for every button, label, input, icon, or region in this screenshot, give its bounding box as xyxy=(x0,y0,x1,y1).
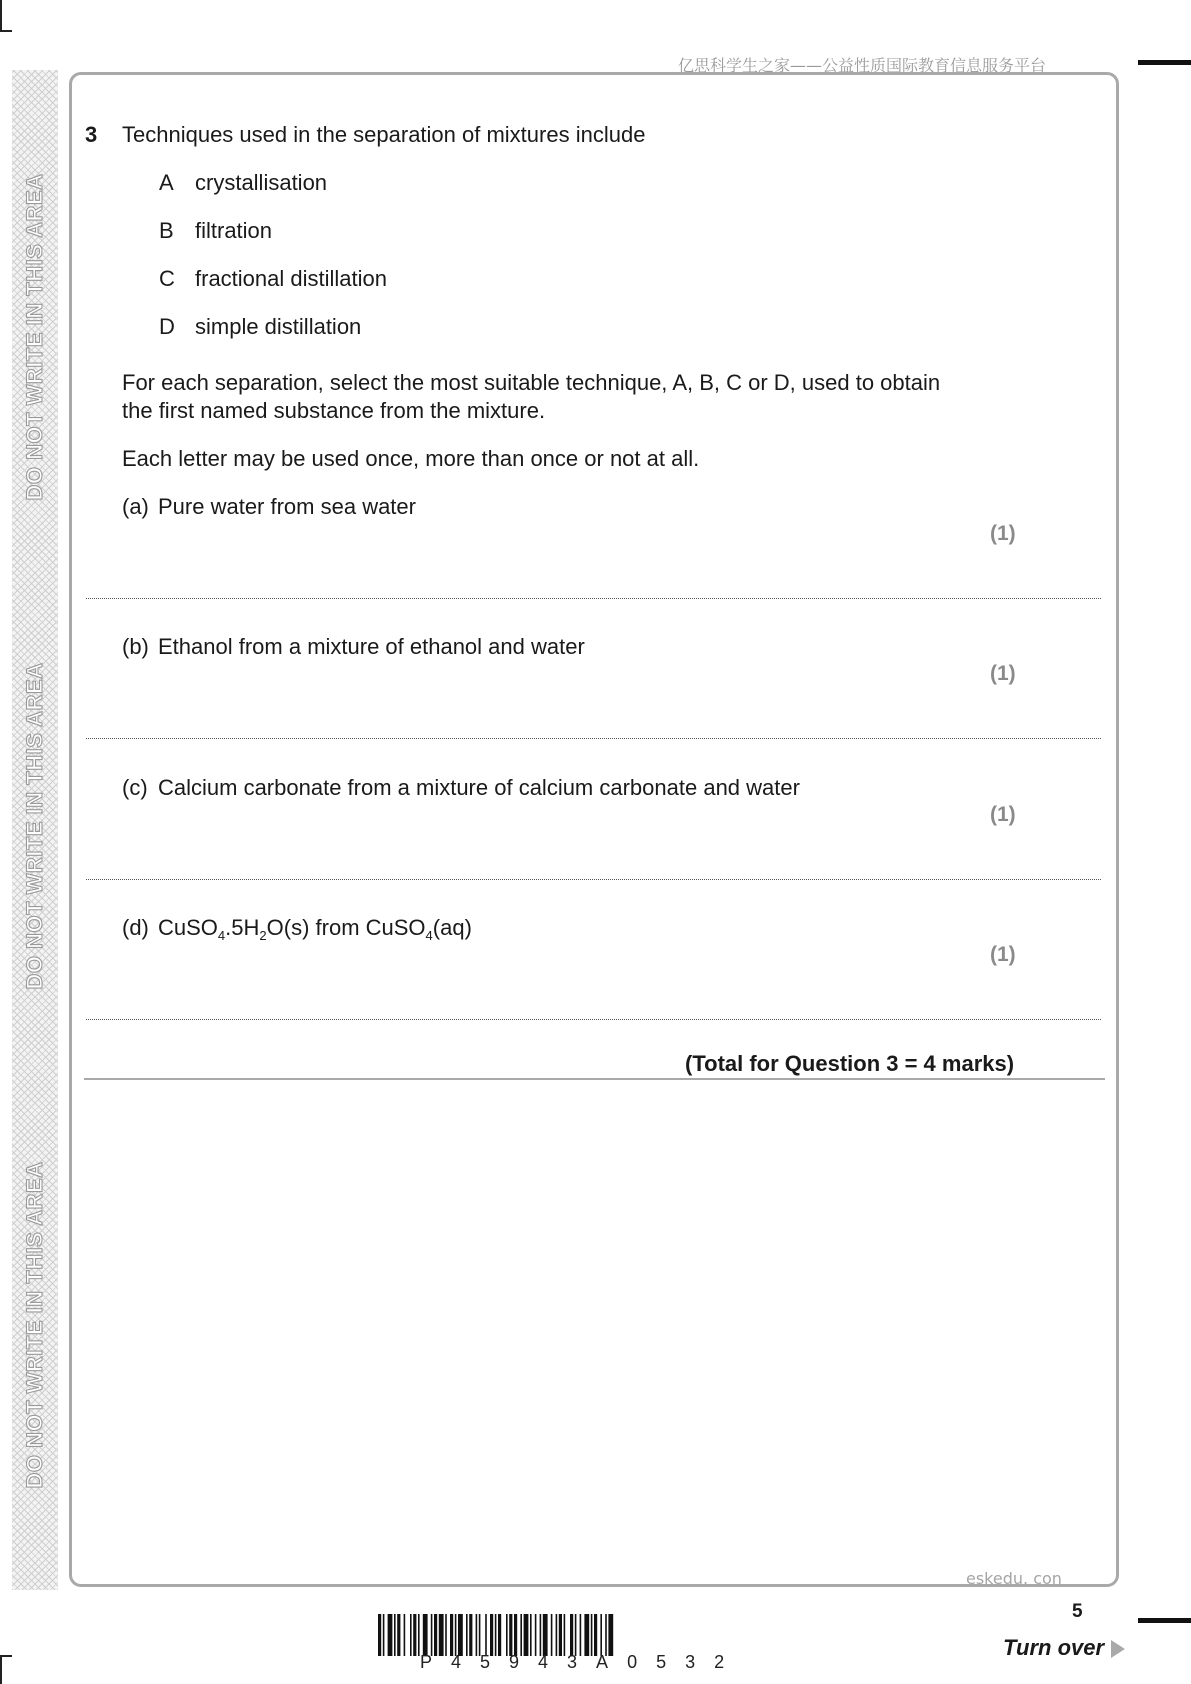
formula-part: CuSO xyxy=(158,915,218,940)
formula-subscript: 4 xyxy=(425,928,433,943)
instruction-line-2: the first named substance from the mixture. xyxy=(122,398,546,423)
part-d-label: (d) xyxy=(122,915,149,940)
option-letter-d: D xyxy=(159,314,175,339)
barcode-bar xyxy=(559,1614,562,1656)
barcode-bar xyxy=(584,1614,589,1656)
barcode-bar xyxy=(570,1614,573,1656)
register-bar xyxy=(1138,1618,1191,1623)
answer-line-c[interactable] xyxy=(86,879,1101,880)
instruction-usage: Each letter may be used once, more than once or not at all. xyxy=(122,446,700,471)
barcode-bar xyxy=(394,1614,396,1656)
barcode-bar xyxy=(418,1614,420,1656)
crop-mark xyxy=(0,30,12,32)
part-d-formula xyxy=(158,915,472,941)
barcode-bar xyxy=(551,1614,553,1656)
turn-over-label: Turn over xyxy=(1003,1635,1105,1660)
barcode-bar xyxy=(605,1614,607,1656)
margin-warning-bottom: DO NOT WRITE IN THIS AREA xyxy=(22,1161,47,1489)
answer-line-b[interactable] xyxy=(86,738,1101,739)
formula-part: .5H xyxy=(225,915,260,940)
part-c-label: (c) xyxy=(122,775,148,800)
answer-line-a[interactable] xyxy=(86,598,1101,599)
barcode-bar xyxy=(431,1614,433,1656)
barcode-bar xyxy=(466,1614,468,1656)
barcode-bar xyxy=(520,1614,522,1656)
crop-mark xyxy=(0,1655,2,1684)
barcode-bar xyxy=(458,1614,463,1656)
barcode xyxy=(378,1614,810,1656)
barcode-bar xyxy=(594,1614,597,1656)
option-letter-a: A xyxy=(159,170,174,195)
barcode-bar xyxy=(575,1614,577,1656)
barcode-bar xyxy=(485,1614,487,1656)
page-number: 5 xyxy=(1072,1601,1083,1622)
margin-warning-middle: DO NOT WRITE IN THIS AREA xyxy=(22,662,47,990)
barcode-bar xyxy=(530,1614,532,1656)
barcode-bar xyxy=(479,1614,481,1656)
part-a-marks: (1) xyxy=(990,522,1016,545)
barcode-bar xyxy=(383,1614,385,1656)
barcode-bar xyxy=(506,1614,508,1656)
formula-subscript: 2 xyxy=(259,928,267,943)
barcode-bar xyxy=(591,1614,593,1656)
barcode-bar xyxy=(445,1614,447,1656)
barcode-bar xyxy=(476,1614,478,1656)
part-b-text: Ethanol from a mixture of ethanol and water xyxy=(158,634,585,659)
barcode-bar xyxy=(413,1614,416,1656)
barcode-bar xyxy=(514,1614,517,1656)
barcode-bar xyxy=(378,1614,381,1656)
header-watermark: 亿思科学生之家——公益性质国际教育信息服务平台 xyxy=(678,56,1047,75)
option-text-a: crystallisation xyxy=(195,170,328,195)
option-text-d: simple distillation xyxy=(195,314,362,339)
barcode-bar xyxy=(509,1614,512,1656)
part-a-label: (a) xyxy=(122,494,149,519)
instruction-line-1: For each separation, select the most suitable technique, A, B, C or D, used to obtain xyxy=(122,370,941,395)
barcode-bar xyxy=(423,1614,428,1656)
barcode-bar xyxy=(455,1614,457,1656)
footer-watermark: eskedu. con xyxy=(966,1569,1062,1588)
barcode-bar xyxy=(540,1614,542,1656)
question-stem: Techniques used in the separation of mixtures include xyxy=(122,122,646,147)
margin-warning-top: DO NOT WRITE IN THIS AREA xyxy=(22,173,47,501)
crop-mark xyxy=(0,0,2,30)
formula-part: O(s) from CuSO xyxy=(266,915,426,940)
question-number: 3 xyxy=(85,122,98,147)
answer-line-d[interactable] xyxy=(86,1019,1101,1020)
barcode-bar xyxy=(495,1614,497,1656)
option-text-c: fractional distillation xyxy=(195,266,387,291)
barcode-bar xyxy=(600,1614,602,1656)
barcode-bar xyxy=(404,1614,406,1656)
barcode-bar xyxy=(543,1614,548,1656)
barcode-bar xyxy=(450,1614,453,1656)
barcode-bar xyxy=(608,1614,613,1656)
barcode-bar xyxy=(498,1614,501,1656)
part-c-marks: (1) xyxy=(990,803,1016,826)
part-b-label: (b) xyxy=(122,634,149,659)
answer-frame xyxy=(69,72,1119,1587)
barcode-bar xyxy=(556,1614,558,1656)
barcode-bar xyxy=(397,1614,400,1656)
barcode-bar xyxy=(439,1614,444,1656)
part-d-marks: (1) xyxy=(990,943,1016,966)
barcode-bar xyxy=(580,1614,582,1656)
barcode-bar xyxy=(388,1614,393,1656)
question-total: (Total for Question 3 = 4 marks) xyxy=(685,1051,1015,1076)
turn-over-arrow-icon xyxy=(1111,1640,1125,1658)
barcode-bar xyxy=(410,1614,412,1656)
part-a-text: Pure water from sea water xyxy=(158,494,416,519)
formula-part: (aq) xyxy=(432,915,472,940)
option-letter-b: B xyxy=(159,218,174,243)
option-letter-c: C xyxy=(159,266,175,291)
register-bar xyxy=(1138,60,1191,65)
option-text-b: filtration xyxy=(195,218,273,243)
barcode-bar xyxy=(434,1614,437,1656)
part-c-text: Calcium carbonate from a mixture of calcium carbonate and water xyxy=(158,775,800,800)
barcode-bar xyxy=(469,1614,472,1656)
barcode-bar xyxy=(524,1614,529,1656)
formula-subscript: 4 xyxy=(217,928,226,943)
part-b-marks: (1) xyxy=(990,662,1016,685)
barcode-text: P45943A0532 xyxy=(420,1652,744,1672)
total-rule xyxy=(84,1078,1105,1080)
barcode-bar xyxy=(490,1614,493,1656)
crop-mark xyxy=(0,1655,12,1657)
barcode-bar xyxy=(564,1614,566,1656)
barcode-bar xyxy=(535,1614,537,1656)
